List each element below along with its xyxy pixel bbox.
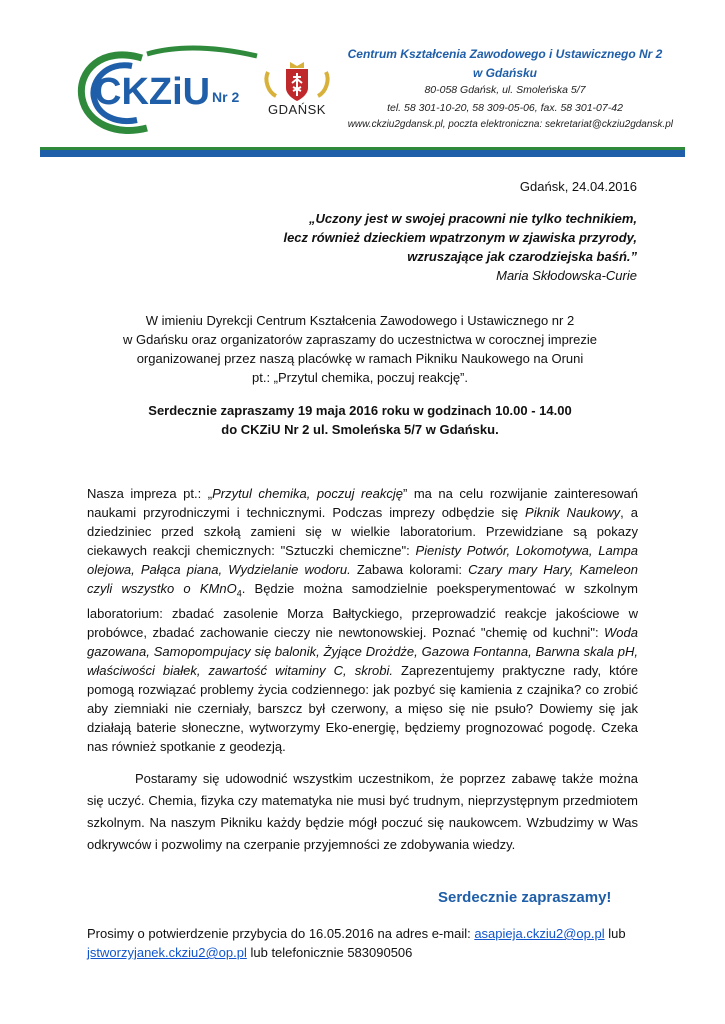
text-run: , a dziedziniec przed szkołą zamieni się w wielkie laboratorium. Przewidziane są pokazy ciekawych reakcji chemicznych: "Sztuczki chemiczne":	[87, 505, 638, 558]
italic-text-run: Czary mary Hary, Kameleon czyli wszystko o KMnO	[87, 562, 638, 596]
italic-text-run: Woda gazowana, Samopompujacy się balonik, Żyjące Drożdże, Gazowa Fontanna, Barwna skala pH, właściwości białek, zawartość witaminy C, skrobi.	[87, 624, 638, 678]
invitation-line: w Gdańsku oraz organizatorów zapraszamy do uczestnictwa w corocznej imprezie	[123, 332, 597, 347]
rsvp-suffix: lub telefonicznie 583090506	[246, 945, 413, 960]
event-description-paragraph	[87, 484, 638, 756]
closing-paragraph-text: Postaramy się udowodnić wszystkim uczestnikom, że poprzez zabawę także można się uczyć. Chemia, fizyka czy matematyka nie musi być trudnym, nieprzystępnym przedmiotem szkolnym. Na naszym Pikniku każdy będzie mógł poczuć się naukowcem. Wzbudzimy w Was odkrywców i pozwolimy na czerpanie przyjemności ze zdobywania wiedzy.	[87, 771, 638, 852]
institution-phone: tel. 58 301-10-20, 58 309-05-06, fax. 58 301-07-42	[387, 102, 623, 114]
invitation-line: pt.: „Przytul chemika, poczuj reakcję”.	[251, 370, 469, 385]
italic-text-run: 4	[236, 588, 242, 599]
rsvp-prefix: Prosimy o potwierdzenie przybycia do 16.05.2016 na adres e-mail:	[87, 926, 475, 941]
logo-text: CKZiU	[94, 71, 211, 113]
crest-caption: GDAŃSK	[268, 102, 326, 117]
ckziu-logo	[72, 36, 282, 146]
text-run: Zaprezentujemy praktyczne rady, które pomogą rozwiązać problemy życia codziennego: jak pozbyć się kamienia z czajnika? co zrobić aby ziemniaki nie czerniały, barszcz był czerwony, a mięso się nie psuło? Dowiemy się jak działają baterie słoneczne, wytworzymy Eko-energię, będziemy prognozować pogodę. Czeka nas również spotkanie z geodezją.	[87, 662, 638, 754]
italic-text-run: Pienisty Potwór, Lokomotywa, Lampa olejowa, Pałąca piana, Wydzielanie wodoru.	[87, 543, 638, 577]
institution-name: Centrum Kształcenia Zawodowego i Ustawicznego Nr 2	[347, 47, 663, 61]
rsvp-paragraph	[87, 924, 638, 962]
email-link-1[interactable]: asapieja.ckziu2@op.pl	[474, 926, 605, 941]
rsvp-mid: lub	[604, 926, 626, 941]
quote-line: „Uczony jest w swojej pracowni nie tylko technikiem,	[309, 211, 637, 226]
quote-author: Maria Skłodowska-Curie	[496, 268, 637, 283]
header-rule-blue	[40, 150, 685, 157]
institution-web-email[interactable]: www.ckziu2gdansk.pl, poczta elektroniczna: sekretariat@ckziu2gdansk.pl	[347, 119, 673, 130]
italic-text-run: Przytul chemika, poczuj reakcję	[212, 486, 403, 501]
logo-suffix: Nr 2	[212, 89, 240, 105]
closing-paragraph	[87, 768, 638, 856]
invitation-line: W imieniu Dyrekcji Centrum Kształcenia Zawodowego i Ustawicznego nr 2	[145, 313, 575, 328]
text-run: . Będzie można samodzielnie poeksperymentować w szkolnym laboratorium: zbadać zasolenie Morza Bałtyckiego, przeprowadzić reakcje jakościowe w probówce, zbadać zachowanie cieczy nie newtonowskiej. Poznać "chemię od kuchni":	[87, 581, 638, 640]
email-link-2[interactable]: jstworzyjanek.ckziu2@op.pl	[87, 945, 247, 960]
institution-address: 80-058 Gdańsk, ul. Smoleńska 5/7	[424, 84, 586, 96]
quote-line: lecz również dzieckiem wpatrzonym w zjawiska przyrody,	[283, 230, 637, 245]
closing-greeting: Serdecznie zapraszamy!	[438, 889, 612, 906]
letter-date: Gdańsk, 24.04.2016	[519, 179, 637, 194]
institution-city: w Gdańsku	[472, 66, 537, 80]
event-date-line: Serdecznie zapraszamy 19 maja 2016 roku w godzinach 10.00 - 14.00	[148, 403, 572, 418]
text-run: ” ma na celu rozwijanie zainteresowań naukami przyrodniczymi i technicznymi. Podczas imprezy odbędzie się	[87, 486, 638, 520]
quote-line: wzruszające jak czarodziejska baśń.”	[407, 249, 637, 264]
italic-text-run: Piknik Naukowy	[525, 505, 621, 520]
text-run: Zabawa kolorami:	[350, 562, 469, 577]
invitation-line: organizowanej przez naszą placówkę w ramach Pikniku Naukowego na Oruni	[136, 351, 584, 366]
event-location-line: do CKZiU Nr 2 ul. Smoleńska 5/7 w Gdańsku.	[221, 422, 499, 437]
text-run: Nasza impreza pt.: „	[87, 486, 213, 501]
